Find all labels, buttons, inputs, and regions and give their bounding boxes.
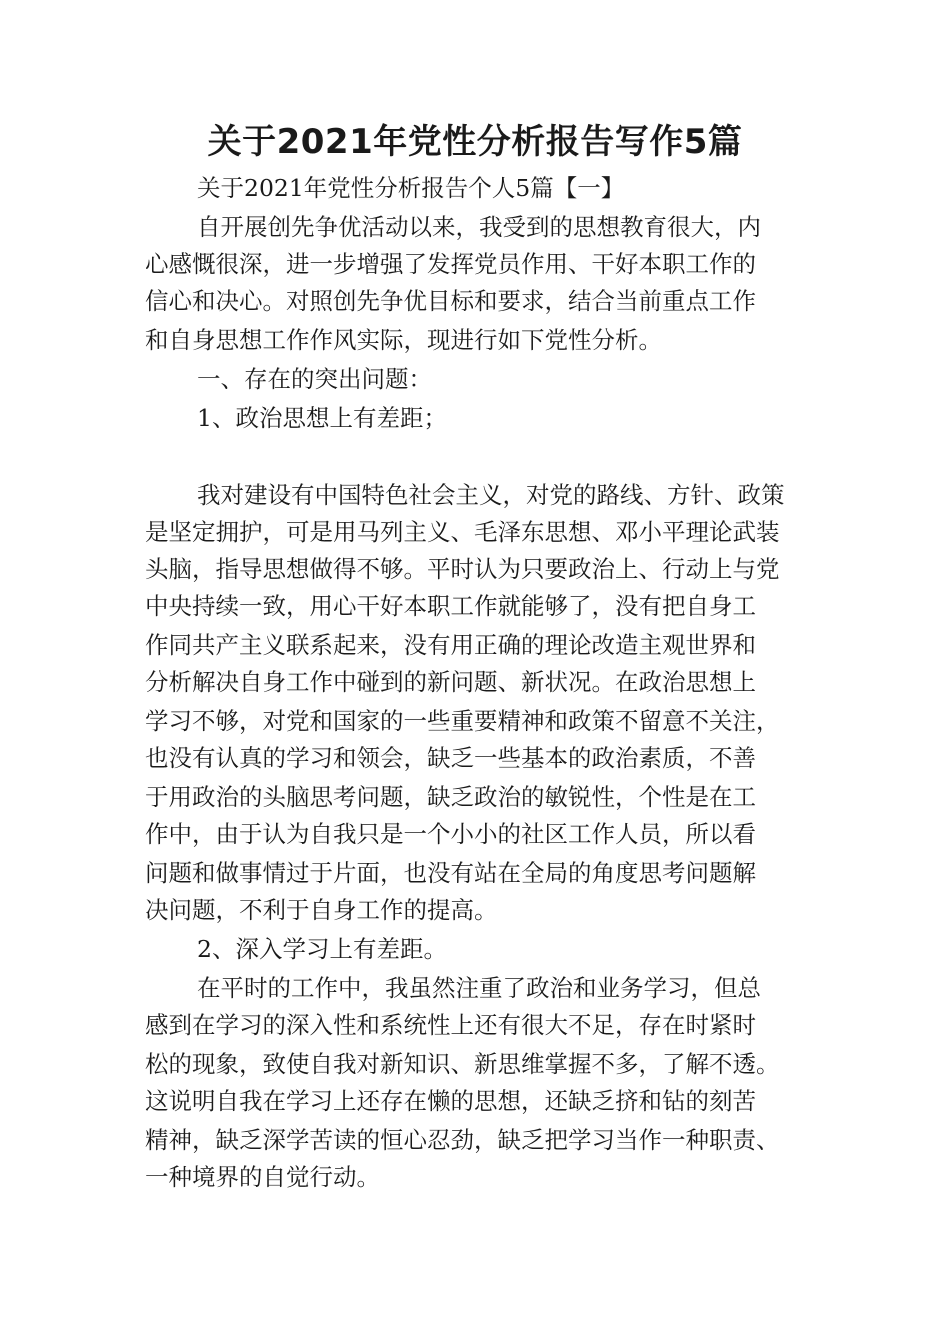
paragraph-line: 在平时的工作中，我虽然注重了政治和业务学习，但总: [197, 974, 761, 1002]
paragraph-line: 我对建设有中国特色社会主义，对党的路线、方针、政策: [197, 481, 785, 509]
paragraph-line: 感到在学习的深入性和系统性上还有很大不足，存在时紧时: [145, 1011, 756, 1039]
paragraph-line: 分析解决自身工作中碰到的新问题、新状况。在政治思想上: [145, 668, 756, 696]
section-subheading: 1、政治思想上有差距；: [197, 404, 447, 432]
paragraph-line: 自开展创先争优活动以来，我受到的思想教育很大，内: [197, 213, 761, 241]
paragraph-line: 作中，由于认为自我只是一个小小的社区工作人员，所以看: [145, 820, 756, 848]
paragraph-line: 是坚定拥护，可是用马列主义、毛泽东思想、邓小平理论武装: [145, 518, 780, 546]
paragraph-line: 于用政治的头脑思考问题，缺乏政治的敏锐性，个性是在工: [145, 783, 756, 811]
section-subheading: 2、深入学习上有差距。: [197, 935, 447, 963]
paragraph-line: 头脑，指导思想做得不够。平时认为只要政治上、行动上与党: [145, 555, 780, 583]
paragraph-line: 这说明自我在学习上还存在懒的思想，还缺乏挤和钻的刻苦: [145, 1087, 756, 1115]
section-subheading: 一、存在的突出问题：: [197, 365, 432, 393]
paragraph-line: 和自身思想工作作风实际，现进行如下党性分析。: [145, 326, 662, 354]
paragraph-line: 信心和决心。对照创先争优目标和要求，结合当前重点工作: [145, 287, 756, 315]
paragraph-line: 一种境界的自觉行动。: [145, 1163, 380, 1191]
paragraph-line: 决问题，不利于自身工作的提高。: [145, 896, 498, 924]
paragraph-line: 精神，缺乏深学苦读的恒心忍劲，缺乏把学习当作一种职责、: [145, 1126, 780, 1154]
paragraph-line: 作同共产主义联系起来，没有用正确的理论改造主观世界和: [145, 631, 756, 659]
paragraph-line: 也没有认真的学习和领会，缺乏一些基本的政治素质，不善: [145, 744, 756, 772]
paragraph-line: 学习不够，对党和国家的一些重要精神和政策不留意不关注，: [145, 707, 780, 735]
paragraph-line: 中央持续一致，用心干好本职工作就能够了，没有把自身工: [145, 592, 756, 620]
paragraph-line: 心感慨很深，进一步增强了发挥党员作用、干好本职工作的: [145, 250, 756, 278]
section-heading: 关于2021年党性分析报告个人5篇【一】: [197, 174, 625, 202]
document-title: 关于2021年党性分析报告写作5篇: [207, 122, 743, 162]
paragraph-line: 问题和做事情过于片面，也没有站在全局的角度思考问题解: [145, 859, 756, 887]
paragraph-line: 松的现象，致使自我对新知识、新思维掌握不多，了解不透。: [145, 1050, 780, 1078]
